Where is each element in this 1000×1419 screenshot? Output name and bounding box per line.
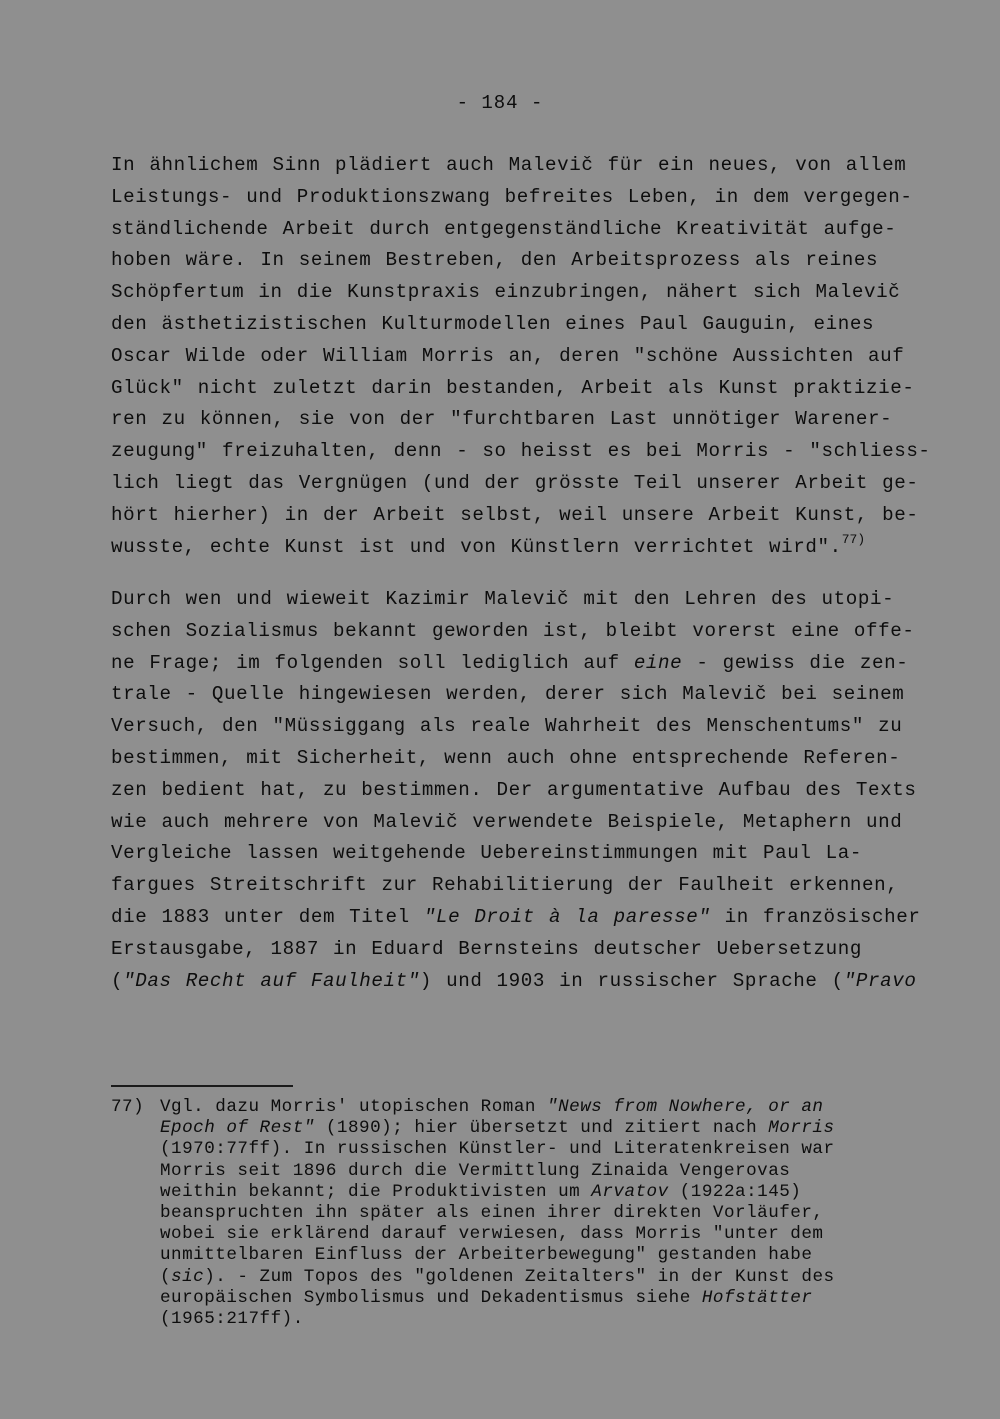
footnote-line bbox=[111, 1097, 911, 1118]
text-line: In ähnlichem Sinn plädiert auch Malevič für ein neues, von allem bbox=[111, 154, 907, 176]
footnote-line bbox=[111, 1288, 911, 1309]
text-span: die 1883 unter dem Titel bbox=[111, 905, 424, 928]
text-span: (1970:77ff). In russischen Künstler- und Literatenkreisen war bbox=[160, 1139, 835, 1160]
book-title: "News from Nowhere, or an bbox=[547, 1097, 824, 1117]
text-line bbox=[111, 902, 921, 934]
text-span: wobei sie erklärend darauf verwiesen, dass Morris "unter dem bbox=[160, 1224, 824, 1245]
footnote-77 bbox=[111, 1097, 911, 1330]
author-name: Arvatov bbox=[591, 1181, 669, 1202]
footnote-line bbox=[111, 1309, 911, 1330]
book-title: Epoch of Rest" bbox=[160, 1118, 315, 1139]
text-span: (1965:217ff). bbox=[160, 1308, 304, 1329]
text-span: europäischen Symbolismus und Dekadentismus siehe bbox=[160, 1287, 702, 1308]
text-line: hoben wäre. In seinem Bestreben, den Arbeitsprozess als reines bbox=[111, 249, 879, 272]
text-span: in französischer bbox=[710, 905, 921, 928]
text-line: wie auch mehrere von Malevič verwendete Beispiele, Metaphern und bbox=[111, 810, 903, 833]
text-line: bestimmen, mit Sicherheit, wenn auch ohne entsprechende Referen- bbox=[111, 746, 901, 769]
author-name: Morris bbox=[768, 1118, 835, 1139]
text-span: ). - Zum Topos des "goldenen Zeitalters" in der Kunst des bbox=[204, 1266, 835, 1287]
footnote-line bbox=[111, 1139, 911, 1160]
footnote-line bbox=[111, 1267, 911, 1288]
text-line: lich liegt das Vergnügen (und der grösste Teil unserer Arbeit ge- bbox=[111, 471, 919, 494]
emphasis-text: eine bbox=[633, 651, 683, 674]
text-span: beanspruchten ihn später als einen ihrer direkten Vorläufer, bbox=[160, 1202, 824, 1223]
text-line: trale - Quelle hingewiesen werden, derer sich Malevič bei seinem bbox=[111, 683, 905, 706]
book-title: "Das Recht auf Faulheit" bbox=[123, 969, 420, 992]
paragraph-1 bbox=[111, 150, 931, 563]
footnote-line bbox=[111, 1182, 911, 1203]
text-span: ( bbox=[111, 969, 124, 992]
text-span: ( bbox=[160, 1266, 172, 1287]
text-line: Leistungs- und Produktionszwang befreites Leben, in dem vergegen- bbox=[111, 185, 913, 208]
author-name: Hofstätter bbox=[701, 1287, 813, 1308]
text-line: den ästhetizistischen Kulturmodellen eines Paul Gauguin, eines bbox=[111, 312, 875, 335]
text-line bbox=[111, 532, 911, 564]
footnote-reference[interactable]: 77) bbox=[841, 531, 866, 547]
text-line: Erstausgabe, 1887 in Eduard Bernsteins deutscher Uebersetzung bbox=[111, 937, 862, 960]
text-line: Glück" nicht zuletzt darin bestanden, Arbeit als Kunst praktizie- bbox=[111, 376, 915, 399]
footnote-line bbox=[111, 1224, 911, 1245]
text-span: Morris seit 1896 durch die Vermittlung Zinaida Vengerovas bbox=[160, 1160, 791, 1181]
text-line: Schöpfertum in die Kunstpraxis einzubringen, nähert sich Malevič bbox=[111, 281, 901, 304]
text-line: hört hierher) in der Arbeit selbst, weil unsere Arbeit Kunst, be- bbox=[111, 503, 919, 526]
text-span: ne Frage; im folgenden soll lediglich auf bbox=[111, 651, 634, 674]
text-span: weithin bekannt; die Produktivisten um bbox=[160, 1181, 592, 1202]
text-line: ständlichende Arbeit durch entgegenständliche Kreativität aufge- bbox=[111, 217, 897, 240]
text-line: Versuch, den "Müssiggang als reale Wahrheit des Menschentums" zu bbox=[111, 715, 903, 738]
text-span: wusste, echte Kunst ist und von Künstlern verrichtet wird". bbox=[111, 535, 842, 558]
emphasis-text: sic bbox=[171, 1266, 205, 1287]
book-title: "Le Droit à la paresse" bbox=[423, 905, 711, 928]
footnote-divider bbox=[111, 1085, 293, 1087]
text-span: unmittelbaren Einfluss der Arbeiterbewegung" gestanden habe bbox=[160, 1245, 813, 1266]
page-number: - 184 - bbox=[456, 92, 544, 114]
footnote-line bbox=[111, 1245, 911, 1266]
text-line: Vergleiche lassen weitgehende Uebereinstimmungen mit Paul La- bbox=[111, 842, 862, 865]
footnote-line bbox=[111, 1118, 911, 1139]
text-line: zen bedient hat, zu bestimmen. Der argumentative Aufbau des Texts bbox=[111, 778, 917, 801]
text-span: - gewiss die zen- bbox=[682, 651, 909, 674]
text-span: (1890); hier übersetzt und zitiert nach bbox=[314, 1118, 769, 1139]
text-line: Durch wen und wieweit Kazimir Malevič mit den Lehren des utopi- bbox=[111, 588, 895, 610]
text-span: (1922a:145) bbox=[668, 1181, 802, 1202]
paragraph-2 bbox=[111, 584, 921, 997]
text-line: fargues Streitschrift zur Rehabilitierung der Faulheit erkennen, bbox=[111, 874, 899, 897]
footnote-line bbox=[111, 1161, 911, 1182]
book-title: "Pravo bbox=[843, 969, 917, 992]
text-line: Oscar Wilde oder William Morris an, deren "schöne Aussichten auf bbox=[111, 344, 905, 367]
text-line: ren zu können, sie von der "furchtbaren Last unnötiger Warener- bbox=[111, 408, 893, 431]
text-line: zeugung" freizuhalten, denn - so heisst es bei Morris - "schliess- bbox=[111, 440, 931, 463]
text-line bbox=[111, 966, 917, 998]
text-line bbox=[111, 648, 911, 680]
footnote-line bbox=[111, 1203, 911, 1224]
text-span: ) und 1903 in russischer Sprache ( bbox=[419, 969, 844, 992]
text-span: Vgl. dazu Morris' utopischen Roman bbox=[160, 1097, 548, 1117]
footnote-number: 77) bbox=[111, 1097, 145, 1117]
text-line: schen Sozialismus bekannt geworden ist, bleibt vorerst eine offe- bbox=[111, 619, 915, 642]
